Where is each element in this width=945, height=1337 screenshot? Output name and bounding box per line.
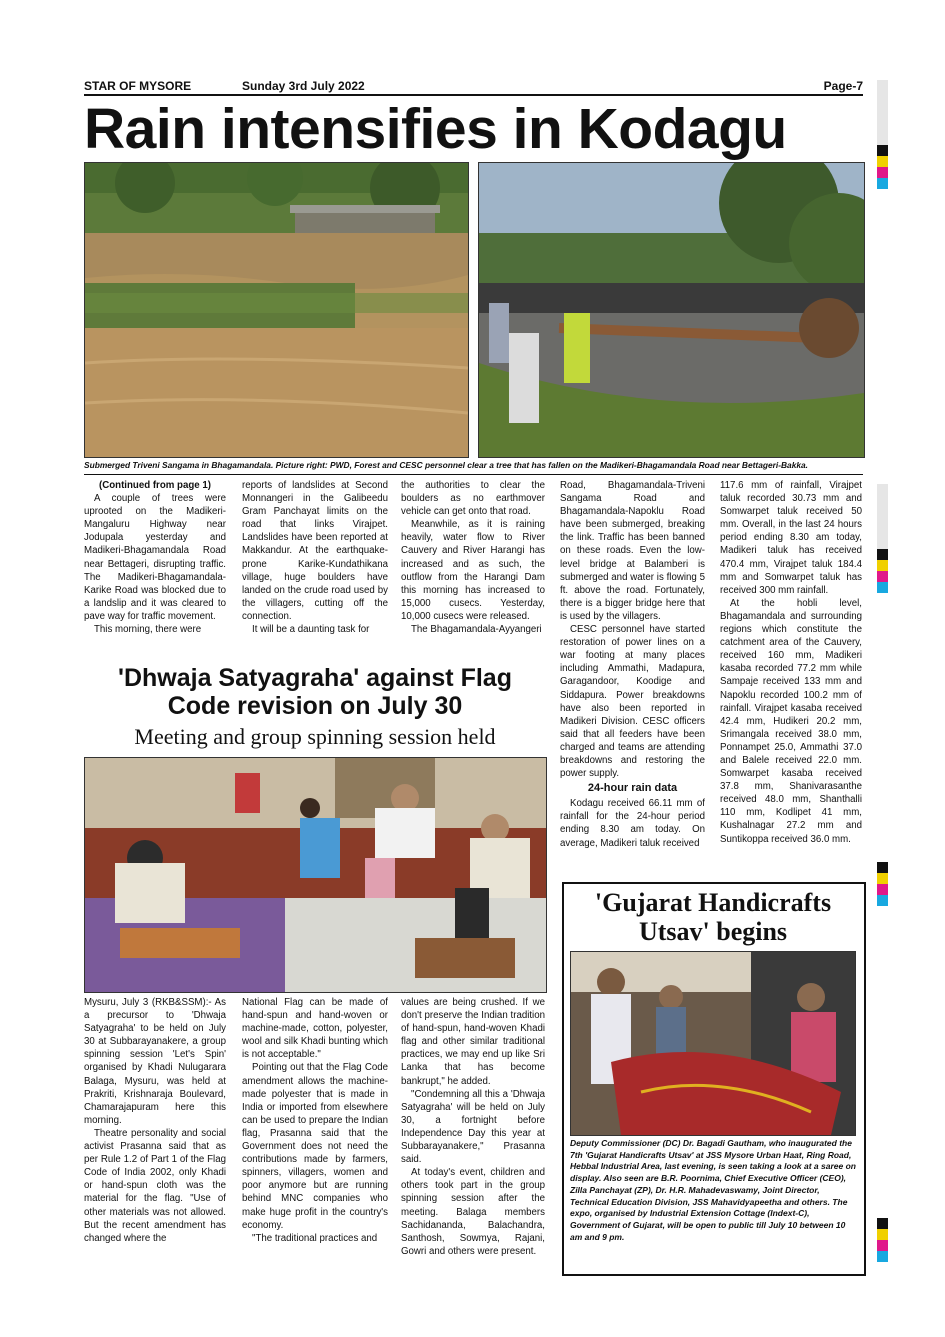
flag-story-subheadline: Meeting and group spinning session held xyxy=(134,724,496,749)
fallen-tree-photo xyxy=(478,162,865,458)
paragraph: Pointing out that the Flag Code amendment allows the machine-made polyester that is made in India or imported from elsewhere can be used to prepare the Indian flag, Prasanna said that the Government does not need the contributions made by farmers, spinners, villagers, women and poor anymore but are running behind MNC companies who make huge profit in the country's economy. xyxy=(242,1062,388,1231)
paragraph: The Bhagamandala-Ayyangeri xyxy=(411,624,542,636)
paragraph: National Flag can be made of hand-spun and hand-woven or machine-made, cotton, polyester, wool and silk Khadi bunting which is not acceptable." xyxy=(242,997,388,1061)
newspaper-name: STAR OF MYSORE xyxy=(84,79,192,93)
spinning-session-photo xyxy=(84,757,547,993)
main-story-column-1 xyxy=(84,479,226,636)
paragraph: 117.6 mm of rainfall, Virajpet taluk recorded 30.73 mm and Somwarpet taluk received 50 mm. Overall, in the last 24 hours period ending 8.30 am today, Madikeri taluk has received 470.4 mm, Virajpet taluk 184.4 mm and Somwarpet taluk has received 300 mm rainfall. xyxy=(720,480,862,596)
paragraph: It will be a daunting task for xyxy=(252,624,370,636)
paragraph: "The traditional practices and xyxy=(252,1232,378,1244)
flag-story-column-1 xyxy=(84,996,226,1245)
flag-story-column-2 xyxy=(242,996,388,1245)
paragraph: Theatre personality and social activist Prasanna said that as per Rule 1.2 of Part 1 of the Flag Code of India 2002, only Khadi or hand-spun cloth was the material for the flag. "Use of other materials was not allowed. But the recent amendment has changed where the xyxy=(84,1127,226,1244)
paragraph: A couple of trees were uprooted on the Madikeri-Mangaluru Highway near Jodupala yesterday and Madikeri-Bhagamandala Road near Bettageri, disrupting traffic. The Madikeri-Bhagamandala-Karike Road was blocked due to a landslip and it was cleared to pave way for traffic movement. xyxy=(84,493,226,622)
paragraph: the authorities to clear the boulders as no earthmover vehicle can get onto that road. xyxy=(401,480,545,518)
paragraph: values are being crushed. If we don't preserve the Indian tradition of hand-spun, hand-woven Khadi flag and other similar traditional practices, we may end up like Sri Lanka that has become bankrupt," he added. xyxy=(401,997,545,1087)
main-photo-caption: Submerged Triveni Sangama in Bhagamandala. Picture right: PWD, Forest and CESC personnel clear a tree that has fallen on the Madikeri-Bhagamandala Road near Bettageri-Bakka. xyxy=(84,460,809,470)
handicrafts-caption: Deputy Commissioner (DC) Dr. Bagadi Gautham, who inaugurated the 7th 'Gujarat Handicrafts Utsav' at JSS Mysore Urban Haat, Ring Road, Hebbal Industrial Area, last evening, is seen taking a look at a saree on display. Also seen are B.R. Poornima, Chief Executive Officer (CEO), Zilla Panchayat (ZP), Dr. H.R. Mahadevaswamy, Joint Director, Technical Education Division, JSS Mahavidyapeetha and others. The expo, organised by Industrial Extension Cottage (Indext-C), Government of Gujarat, will be open to public till July 10 between 10 am and 9 pm. xyxy=(570,1138,856,1242)
paragraph: Road, Bhagamandala-Triveni Sangama Road and Bhagamandala-Napoklu Road have been submerged, breaking the link. Traffic has been banned on these roads. Even the low-level bridge at Balamberi is submerged and water is flowing 5 ft. above the road. Fortunately, there is a bigger bridge here that is used by the villagers. xyxy=(560,480,705,622)
continued-line: (Continued from page 1) xyxy=(99,480,211,491)
main-story-column-3 xyxy=(401,479,545,636)
main-headline: Rain intensifies in Kodagu xyxy=(84,97,787,161)
paragraph: CESC personnel have started restoration of power lines on a war footing at many places including Ammathi, Madapura, Garagandoor, Koodige and Siddapura. Power breakdowns have also been reported in Madikeri Division. CESC officers said that all feeders have been charged and teams are attending breakdowns and restoring the power supply. xyxy=(560,624,705,780)
handicrafts-headline: 'Gujarat Handicrafts Utsav' begins xyxy=(594,888,832,946)
registration-marks-lower xyxy=(877,862,888,906)
paragraph: Mysuru, July 3 (RKB&SSM):- As a precursor to 'Dhwaja Satyagraha' to be held on July 30 at Subbarayanakere, a group spinning session 'Let's Spin' organised by Khadi Nulugarara Balaga, Mysuru, was held at Prakriti, Krishnaraja Boulevard, Chamarajapuram here this morning. xyxy=(84,997,226,1126)
paragraph: At today's event, children and others took part in the group spinning session after the meeting. Balaga members Sachidananda, Balachandra, Santhosh, Sowmya, Rajani, Gowri and others were present. xyxy=(401,1167,545,1257)
handicrafts-photo xyxy=(570,951,856,1136)
caption-rule xyxy=(84,474,863,475)
page-number: Page-7 xyxy=(823,79,863,93)
rain-data-subhead: 24-hour rain data xyxy=(587,782,678,795)
flag-story-headline: 'Dhwaja Satyagraha' against Flag Code revision on July 30 xyxy=(118,664,512,720)
flag-story-column-3 xyxy=(401,996,545,1258)
paragraph: This morning, there were xyxy=(94,624,202,636)
registration-marks-bottom xyxy=(877,1218,888,1262)
main-story-column-2 xyxy=(242,479,388,636)
paragraph: reports of landslides at Second Monnangeri in the Galibeedu Gram Panchayat limits on the road that links Virajpet. Landslides have been reported at Makkandur. At the earthquake-prone Karike-Kundathikana village, huge boulders have landed on the crude road used by the villagers, cutting off the connection. xyxy=(242,480,388,622)
main-story-column-5 xyxy=(720,479,862,846)
paragraph: At the hobli level, Bhagamandala and surrounding regions which constitute the catchment area of the Cauvery, received 160 mm, Madikeri kasaba recorded 77.2 mm while Sampaje received 133 mm and Napoklu recorded 100.2 mm of rainfall. Virajpet kasaba received 42.4 mm, Hudikeri 20.2 mm, Srimangala received 38.0 mm, Ponnampet 25.0, Ammathi 37.0 and Balele received 22.0 mm. Somwarpet kasaba received 37.8 mm, Shanivarasanthe received 48.0 mm, Shanthalli 110 mm, Kodlipet 41 mm, Kushalnagar 27.2 mm and Suntikoppa received 36.0 mm. xyxy=(720,597,862,845)
paragraph: "Condemning all this a 'Dhwaja Satyagraha' will be held on July 30, a fortnight before Independence Day this year at Subbarayanakere," Prasanna said. xyxy=(401,1088,545,1166)
paragraph: Kodagu received 66.11 mm of rainfall for the 24-hour period ending 8.30 am today. On average, Madikeri taluk received xyxy=(560,798,705,849)
header-rule xyxy=(84,94,863,96)
paragraph: Meanwhile, as it is raining heavily, water flow to River Cauvery and River Harangi has increased and as such, the outflow from the Harangi Dam this morning has increased to 15,000 cusecs. Yesterday, 10,000 cusecs were released. xyxy=(401,519,545,622)
issue-date: Sunday 3rd July 2022 xyxy=(242,79,365,93)
registration-marks-top xyxy=(877,80,888,189)
flood-photo xyxy=(84,162,469,458)
main-story-column-4 xyxy=(560,479,705,850)
registration-marks-mid xyxy=(877,484,888,593)
